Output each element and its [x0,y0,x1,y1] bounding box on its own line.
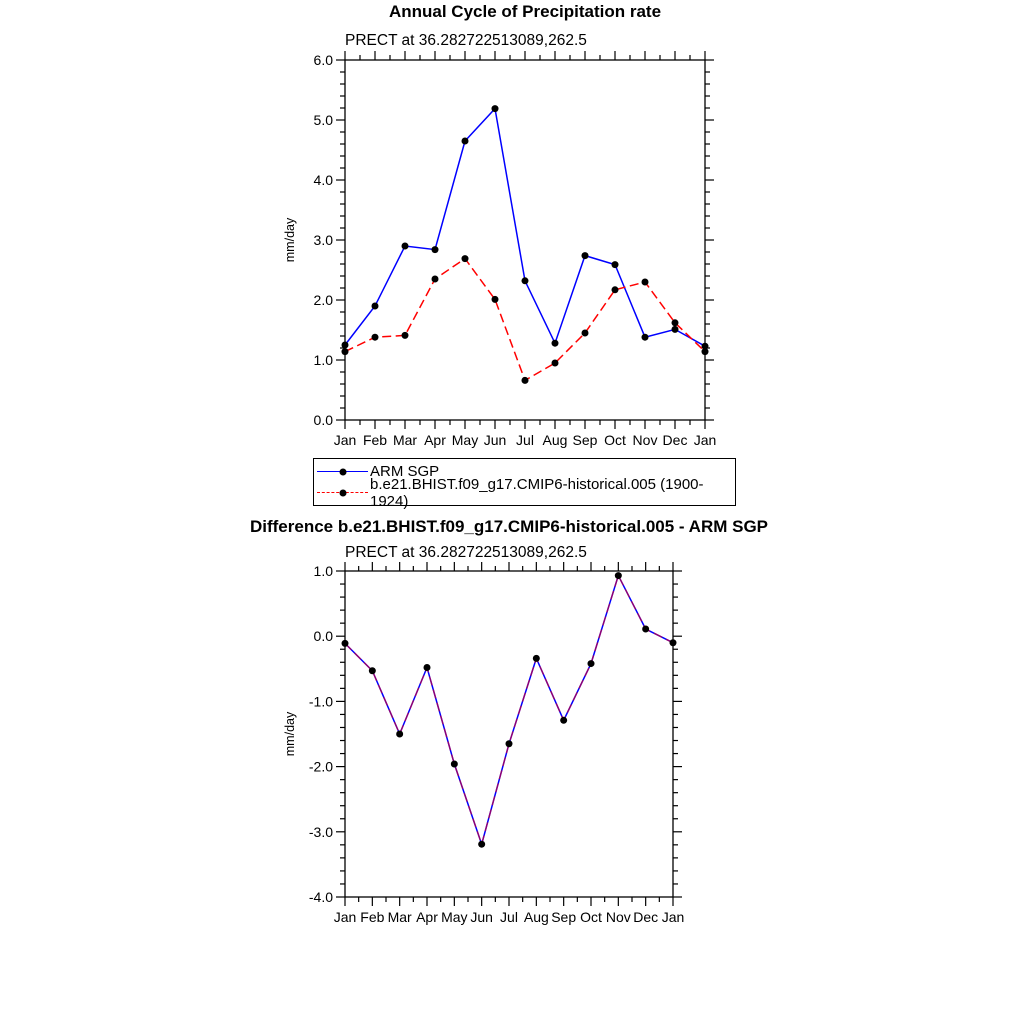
data-point-marker [432,246,439,253]
legend-label: ARM SGP [370,463,440,480]
plot-frame [345,571,673,897]
data-point-marker [612,261,619,268]
x-tick-label: Apr [416,909,438,925]
arm-sgp-line-sample [317,467,368,477]
x-tick-label: Nov [605,909,631,925]
data-point-marker [462,138,469,145]
legend [313,458,736,510]
x-tick-label: Aug [542,432,568,448]
difference-line [345,576,673,845]
top-chart-subtitle: PRECT at 36.282722513089,262.5 [345,32,587,49]
x-tick-label: Dec [662,432,688,448]
data-point-marker [342,342,349,349]
data-point-marker [342,640,349,647]
data-point-marker [642,626,649,633]
data-point-marker [615,572,622,579]
data-point-marker [612,286,619,293]
data-point-marker [492,105,499,112]
y-tick-label: -1.0 [308,693,333,710]
model-line-sample [317,488,368,498]
data-point-marker [462,255,469,262]
x-tick-label: Nov [632,432,658,448]
x-tick-label: Jan [333,909,357,925]
data-point-marker [424,664,431,671]
x-tick-label: Mar [387,909,412,925]
data-point-marker [672,326,679,333]
data-point-marker [402,332,409,339]
data-point-marker [642,279,649,286]
x-tick-label: Dec [633,909,659,925]
x-tick-label: Sep [572,432,598,448]
data-point-marker [506,740,513,747]
x-tick-label: May [451,432,479,448]
data-point-marker [582,252,589,259]
x-tick-label: Jan [693,432,717,448]
arm-sgp-line [345,109,705,347]
data-point-marker [552,340,559,347]
y-tick-label: -2.0 [308,758,333,775]
data-point-marker [492,296,499,303]
bottom-chart-subtitle: PRECT at 36.282722513089,262.5 [345,544,587,561]
data-point-marker [432,276,439,283]
legend-item-model [317,475,735,510]
x-tick-label: Jan [333,432,357,448]
x-tick-label: Jul [516,432,534,448]
bottom-chart-y-axis-label: mm/day [283,711,297,757]
data-point-marker [396,731,403,738]
data-point-marker [642,334,649,341]
data-point-marker [582,330,589,337]
y-tick-label: -4.0 [308,889,333,905]
data-point-marker [372,334,379,341]
plot-frame [345,60,705,420]
data-point-marker [552,360,559,367]
marker-dot-icon [339,489,346,496]
y-tick-label: 3.0 [313,232,333,248]
x-tick-label: Jun [483,432,507,448]
y-tick-label: 5.0 [313,112,333,128]
y-tick-label: 4.0 [313,172,333,188]
x-tick-label: Jul [500,909,518,925]
y-tick-label: 6.0 [313,52,333,68]
x-tick-label: Feb [360,909,385,925]
x-tick-label: Jan [661,909,685,925]
x-tick-label: Sep [551,909,577,925]
marker-dot-icon [339,468,346,475]
bottom-chart-title: Difference b.e21.BHIST.f09_g17.CMIP6-historical.005 - ARM SGP [249,517,769,536]
x-tick-label: May [441,909,468,925]
y-tick-label: 0.0 [313,628,333,645]
x-tick-label: Feb [362,432,388,448]
x-tick-label: Jun [470,909,493,925]
data-point-marker [533,655,540,662]
data-point-marker [588,660,595,667]
top-chart-title: Annual Cycle of Precipitation rate [388,2,662,21]
data-point-marker [522,277,529,284]
difference-line-dashed-overlay [345,576,673,845]
data-point-marker [672,319,679,326]
y-tick-label: 1.0 [313,563,333,579]
data-point-marker [369,667,376,674]
x-tick-label: Apr [424,432,446,448]
x-tick-label: Oct [580,909,602,925]
x-tick-label: Mar [392,432,418,448]
y-tick-label: 1.0 [313,352,333,368]
x-tick-label: Aug [523,909,549,925]
data-point-marker [670,639,677,646]
x-tick-label: Oct [604,432,626,448]
y-tick-label: -3.0 [308,823,333,840]
data-point-marker [702,348,709,355]
data-point-marker [560,717,567,724]
y-tick-label: 2.0 [313,292,333,308]
data-point-marker [342,348,349,355]
top-chart-y-axis-label: mm/day [283,217,297,263]
legend-label: b.e21.BHIST.f09_g17.CMIP6-historical.005 (1900-1924) [370,475,704,510]
data-point-marker [451,760,458,767]
data-point-marker [372,303,379,310]
data-point-marker [522,377,529,384]
y-tick-label: 0.0 [313,412,333,428]
data-point-marker [402,243,409,250]
data-point-marker [478,841,485,848]
